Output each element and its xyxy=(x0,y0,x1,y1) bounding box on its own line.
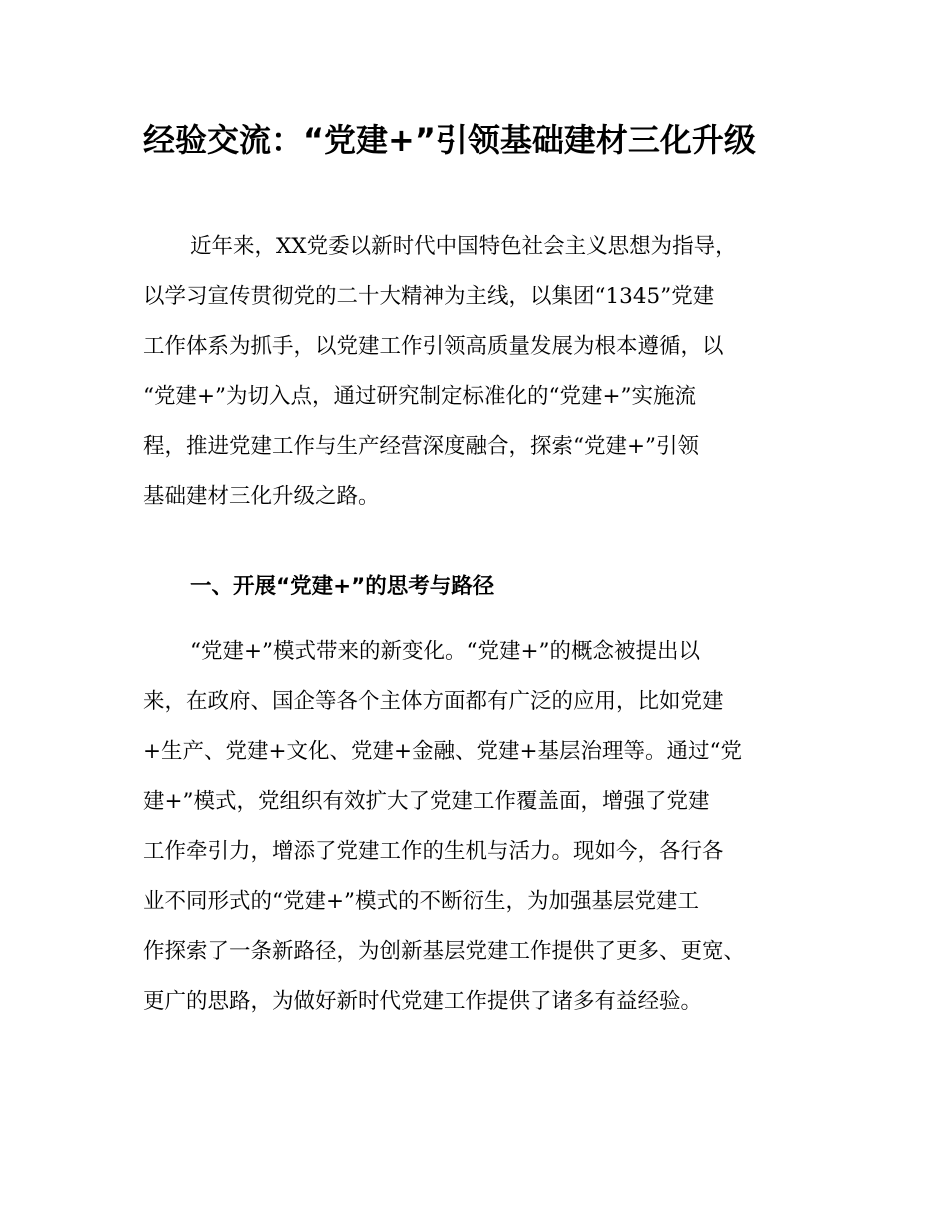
paragraph-line: 工作体系为抓手，以党建工作引领高质量发展为根本遵循，以 xyxy=(143,334,724,359)
paragraph-line: 程，推进党建工作与生产经营深度融合，探索“党建+”引领 xyxy=(143,434,700,459)
paragraph-line: 基础建材三化升级之路。 xyxy=(143,484,380,509)
paragraph-line: 来，在政府、国企等各个主体方面都有广泛的应用，比如党建 xyxy=(143,689,724,714)
section-heading: 一、开展“党建+”的思考与路径 xyxy=(190,574,495,599)
paragraph-line: 近年来，XX党委以新时代中国特色社会主义思想为指导， xyxy=(190,234,737,259)
paragraph-section1 xyxy=(143,627,745,1027)
paragraph-line: 作探索了一条新路径，为创新基层党建工作提供了更多、更宽、 xyxy=(143,939,746,964)
paragraph-line: 工作牵引力，增添了党建工作的生机与活力。现如今，各行各 xyxy=(143,839,724,864)
paragraph-intro xyxy=(143,222,737,522)
paragraph-line: “党建+”为切入点，通过研究制定标准化的“党建+”实施流 xyxy=(143,384,696,409)
document-title: 经验交流：“党建+”引领基础建材三化升级 xyxy=(143,121,756,159)
paragraph-line: “党建+”模式带来的新变化。“党建+”的概念被提出以 xyxy=(190,639,700,664)
paragraph-line: 以学习宣传贯彻党的二十大精神为主线，以集团“1345”党建 xyxy=(143,284,715,309)
paragraph-line: 业不同形式的“党建+”模式的不断衍生，为加强基层党建工 xyxy=(143,889,700,914)
paragraph-line: +生产、党建+文化、党建+金融、党建+基层治理等。通过“党 xyxy=(143,739,743,764)
paragraph-line: 更广的思路，为做好新时代党建工作提供了诸多有益经验。 xyxy=(143,989,703,1014)
paragraph-line: 建+”模式，党组织有效扩大了党建工作覆盖面，增强了党建 xyxy=(143,789,710,814)
